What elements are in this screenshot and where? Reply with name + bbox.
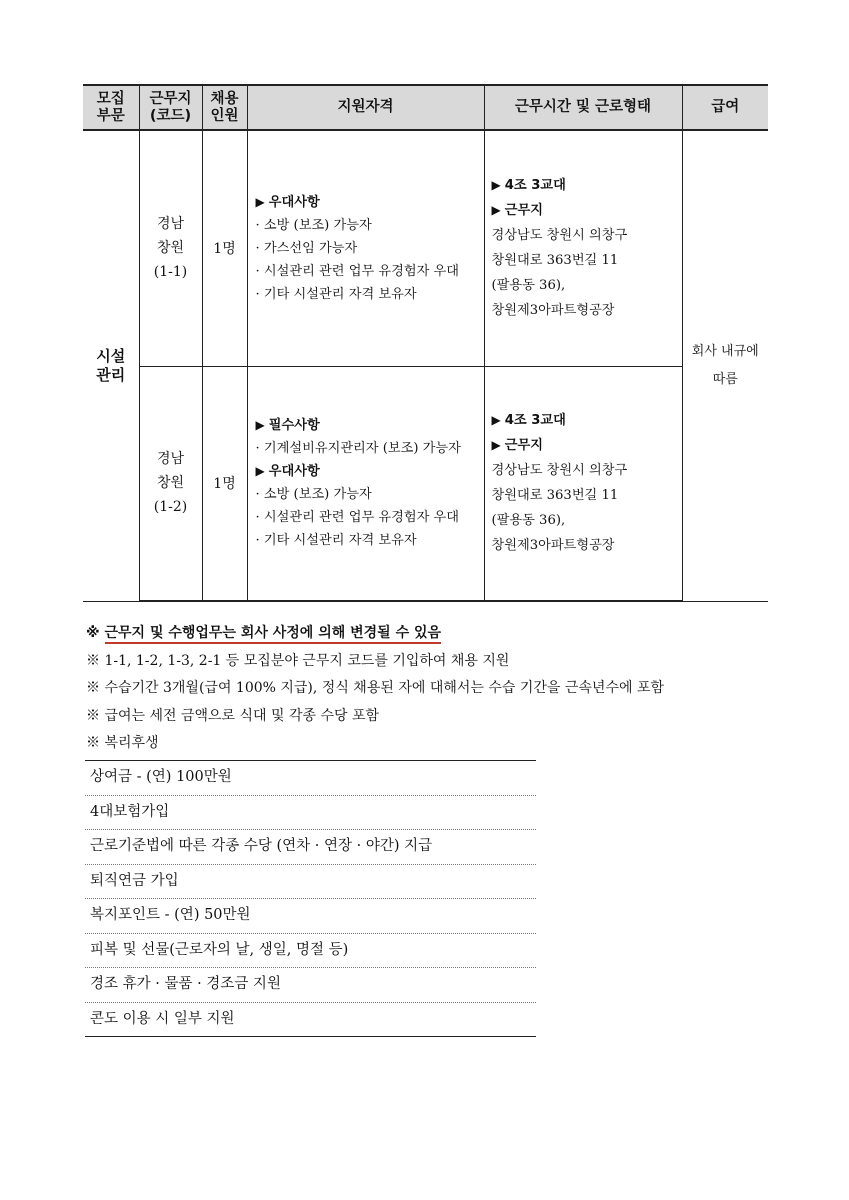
line-text: (팔용동 36), xyxy=(491,513,566,529)
triangle-right-icon: ▶ xyxy=(491,178,501,193)
line-text: 경상남도 창원시 의창구 xyxy=(491,228,628,244)
section-heading xyxy=(492,198,682,223)
note-item xyxy=(86,703,776,731)
note-item xyxy=(86,730,776,758)
location-line: 경남 xyxy=(156,451,185,468)
benefit-row: 4대보험가입 xyxy=(85,796,536,831)
line-text: · 소방 (보조) 가능자 xyxy=(255,217,372,233)
list-item xyxy=(256,529,484,552)
notes-section xyxy=(86,620,776,758)
benefit-row: 근로기준법에 따른 각종 수당 (연차 · 연장 · 야간) 지급 xyxy=(85,830,536,865)
list-item xyxy=(256,437,484,460)
section-heading xyxy=(256,414,484,437)
note-text: 수습기간 3개월(급여 100% 지급), 정식 채용된 자에 대해서는 수습 기간을 근속년수에 포함 xyxy=(104,680,665,696)
header-qualification: 지원자격 xyxy=(247,85,484,130)
location-line: 경남 xyxy=(156,216,185,233)
triangle-right-icon: ▶ xyxy=(491,438,501,453)
line-text: 근무지 xyxy=(504,203,543,219)
qualification-cell xyxy=(247,366,484,601)
list-item xyxy=(492,458,682,483)
header-count xyxy=(202,85,247,130)
note-text: 1-1, 1-2, 1-3, 2-1 등 모집분야 근무지 코드를 기입하여 채용 지원 xyxy=(104,652,510,669)
benefits-table xyxy=(85,760,536,1037)
list-item xyxy=(256,283,484,306)
line-text: 창원대로 363번길 11 xyxy=(491,488,619,504)
benefit-row: 경조 휴가 · 물품 · 경조금 지원 xyxy=(85,968,536,1003)
pay-cell xyxy=(682,130,768,601)
triangle-right-icon: ▶ xyxy=(255,418,265,433)
header-dept xyxy=(83,85,139,130)
line-text: 4조 3교대 xyxy=(504,413,566,429)
list-item xyxy=(492,248,682,273)
note-text: 급여는 세전 금액으로 식대 및 각종 수당 포함 xyxy=(104,707,380,724)
header-pay: 급여 xyxy=(682,85,768,130)
line-text: (팔용동 36), xyxy=(491,278,566,294)
header-location-line1: 근무지 xyxy=(149,90,192,107)
section-heading xyxy=(256,460,484,483)
list-item xyxy=(492,298,682,323)
benefit-row: 콘도 이용 시 일부 지원 xyxy=(90,1010,235,1027)
line-text: · 시설관리 관련 업무 유경험자 우대 xyxy=(255,510,459,526)
header-count-line1: 채용 xyxy=(210,90,239,107)
note-mark: ※ xyxy=(86,707,100,724)
note-emphasized xyxy=(86,620,776,648)
note-item xyxy=(86,648,776,676)
count-cell: 1명 xyxy=(202,366,247,601)
list-item xyxy=(492,483,682,508)
location-line: 창원 xyxy=(156,475,185,492)
list-item xyxy=(492,223,682,248)
count-cell: 1명 xyxy=(202,130,247,366)
note-item xyxy=(86,675,776,703)
table-row xyxy=(83,366,768,601)
section-heading xyxy=(492,433,682,458)
list-item xyxy=(256,483,484,506)
triangle-right-icon: ▶ xyxy=(491,413,501,428)
triangle-right-icon: ▶ xyxy=(255,194,265,209)
line-text: · 기타 시설관리 자격 보유자 xyxy=(255,533,417,549)
qualification-cell xyxy=(247,130,484,366)
header-hours: 근무시간 및 근로형태 xyxy=(484,85,682,130)
header-location xyxy=(139,85,202,130)
department-line1: 시설 xyxy=(96,346,126,365)
list-item xyxy=(492,533,682,558)
line-text: 창원대로 363번길 11 xyxy=(491,253,619,269)
line-text: · 소방 (보조) 가능자 xyxy=(255,487,372,503)
list-item xyxy=(492,273,682,298)
table-header-row xyxy=(83,85,768,130)
line-text: 창원제3아파트형공장 xyxy=(491,538,615,554)
recruitment-table xyxy=(83,84,768,602)
list-item xyxy=(492,508,682,533)
note-mark: ※ xyxy=(86,680,100,696)
line-text: 필수사항 xyxy=(268,418,320,434)
header-dept-line1: 모집 xyxy=(96,90,125,107)
location-line: 창원 xyxy=(156,240,185,257)
table-row xyxy=(83,130,768,366)
pay-line2: 따름 xyxy=(712,371,738,387)
benefit-row: 상여금 - (연) 100만원 xyxy=(85,761,536,796)
benefit-row: 복지포인트 - (연) 50만원 xyxy=(85,899,536,934)
hours-cell xyxy=(484,130,682,366)
list-item xyxy=(256,214,484,237)
note-mark: ※ xyxy=(86,735,100,751)
note-emphasized-text: 근무지 및 수행업무는 회사 사정에 의해 변경될 수 있음 xyxy=(105,625,442,644)
line-text: · 가스선임 가능자 xyxy=(255,240,358,256)
line-text: · 기계설비유지관리자 (보조) 가능자 xyxy=(255,441,461,457)
list-item xyxy=(256,260,484,283)
department-line2: 관리 xyxy=(96,365,126,384)
section-heading xyxy=(492,408,682,433)
benefit-row: 퇴직연금 가입 xyxy=(85,865,536,900)
department-cell xyxy=(83,130,139,601)
benefit-row: 피복 및 선물(근로자의 날, 생일, 명절 등) xyxy=(85,934,536,969)
location-code: (1-1) xyxy=(153,264,188,281)
note-mark: ※ xyxy=(86,652,100,669)
triangle-right-icon: ▶ xyxy=(491,203,501,218)
note-mark: ※ xyxy=(86,625,100,641)
section-heading xyxy=(256,191,484,214)
list-item xyxy=(256,237,484,260)
header-location-line2: (코드) xyxy=(149,107,192,124)
line-text: 근무지 xyxy=(504,438,543,454)
pay-line1: 회사 내규에 xyxy=(691,343,759,359)
location-cell xyxy=(139,366,202,601)
line-text: · 시설관리 관련 업무 유경험자 우대 xyxy=(255,263,459,279)
note-text: 복리후생 xyxy=(104,735,159,751)
list-item xyxy=(256,506,484,529)
location-cell xyxy=(139,130,202,366)
line-text: 우대사항 xyxy=(268,464,320,480)
hours-cell xyxy=(484,366,682,601)
line-text: 창원제3아파트형공장 xyxy=(491,303,615,319)
line-text: · 기타 시설관리 자격 보유자 xyxy=(255,286,417,302)
header-count-line2: 인원 xyxy=(210,107,239,124)
line-text: 우대사항 xyxy=(268,194,320,210)
triangle-right-icon: ▶ xyxy=(255,464,265,479)
location-code: (1-2) xyxy=(153,499,188,516)
line-text: 경상남도 창원시 의창구 xyxy=(491,463,628,479)
line-text: 4조 3교대 xyxy=(504,178,566,194)
header-dept-line2: 부문 xyxy=(96,107,125,124)
section-heading xyxy=(492,173,682,198)
